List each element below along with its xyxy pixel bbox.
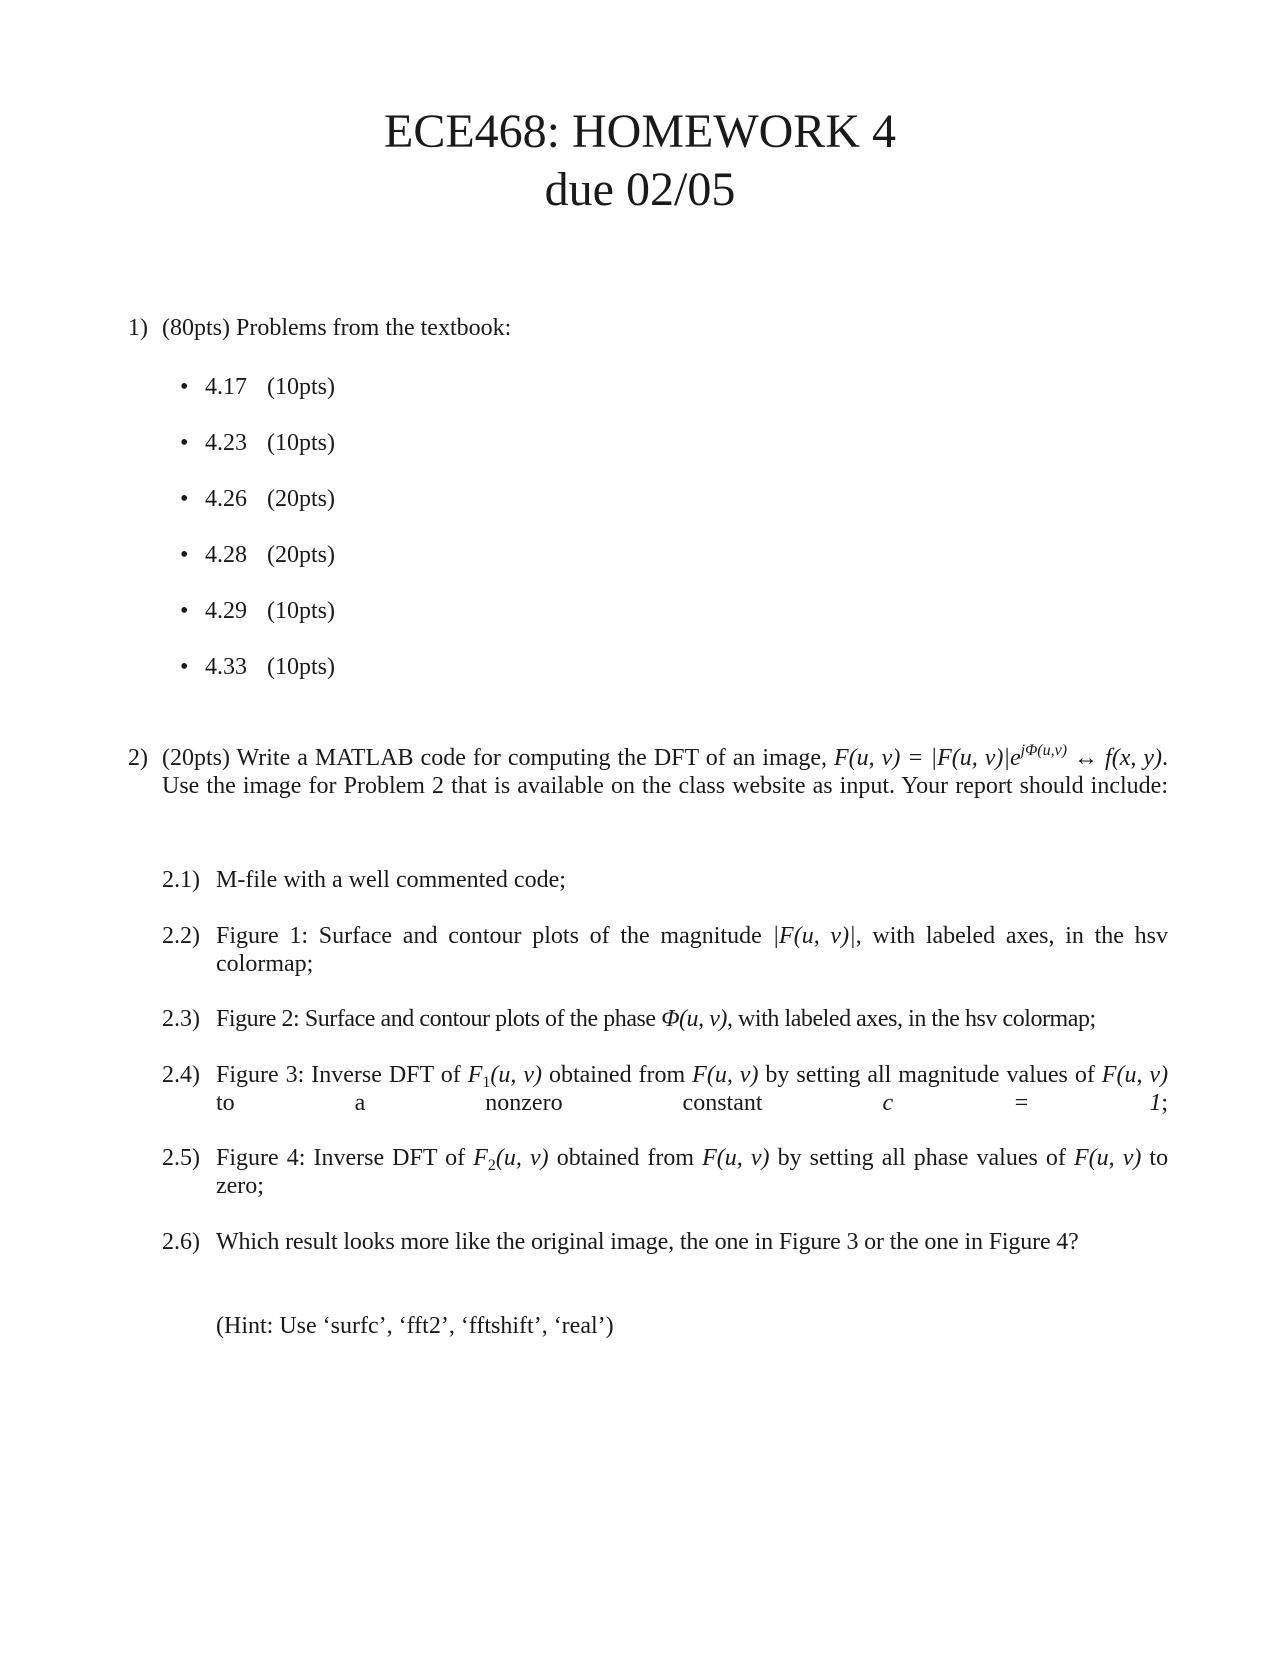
image-function: f(x, y) <box>1105 745 1163 771</box>
bullet-icon: • <box>180 542 189 568</box>
exercise-points: (10pts) <box>267 430 335 456</box>
subitem-text <box>216 922 1168 1006</box>
bullet-icon: • <box>180 486 189 512</box>
subitem-text-part: , with labeled axes, in the hsv colormap; <box>726 1006 1096 1032</box>
math-symbol: F <box>473 1145 488 1171</box>
f-math: F(u, v) <box>1073 1145 1142 1171</box>
subitem-text-part: ; <box>1161 1090 1168 1116</box>
title-line-2: due 02/05 <box>544 163 736 216</box>
subitem-text-part: , with labeled axes, in the hsv colormap; <box>216 923 1168 977</box>
subitem-text-part: obtained from <box>548 1062 686 1088</box>
exercise-points: (10pts) <box>267 598 335 624</box>
exercise-points: (10pts) <box>267 374 335 400</box>
hint-text: (Hint: Use ‘surfc’, ‘fft2’, ‘fftshift’, ‘real’) <box>216 1313 614 1339</box>
exercise-points: (10pts) <box>267 654 335 680</box>
subitem-number: 2.6) <box>162 1229 200 1255</box>
exercise-number: 4.17 <box>205 374 247 400</box>
math-args: (u, v) <box>490 1062 542 1088</box>
subitem-text-part: Figure 2: Surface and contour plots of the phase <box>216 1006 656 1032</box>
bullet-icon: • <box>180 430 189 456</box>
subitem-text-part: by setting all magnitude values of <box>765 1062 1095 1088</box>
f-math: F(u, v) <box>702 1145 770 1171</box>
math-subscript: 1 <box>482 1074 491 1091</box>
exercise-points: (20pts) <box>267 486 335 512</box>
subitem-number: 2.3) <box>162 1006 200 1032</box>
exercise-number: 4.23 <box>205 430 247 456</box>
exercise-number: 4.26 <box>205 486 247 512</box>
subitem-text <box>216 1061 1168 1145</box>
magnitude-math: |F(u, v)| <box>772 923 856 949</box>
exercise-number: 4.29 <box>205 598 247 624</box>
problem-text-intro: (20pts) Write a MATLAB code for computing the DFT of an image, <box>162 745 828 771</box>
subitem-text: M-file with a well commented code; <box>216 867 566 893</box>
subitem-text-part: by setting all phase values of <box>777 1145 1066 1171</box>
title-line-1: ECE468: HOMEWORK 4 <box>384 105 896 158</box>
subitem-text-part: Figure 1: Surface and contour plots of the magnitude <box>216 923 762 949</box>
subitem-number: 2.1) <box>162 867 200 893</box>
subitem-text: Which result looks more like the original image, the one in Figure 3 or the one in Figure 4? <box>216 1229 1079 1255</box>
exercise-points: (20pts) <box>267 542 335 568</box>
subitem-number: 2.2) <box>162 923 200 949</box>
dft-equation: F(u, v) = |F(u, v)|e <box>834 745 1021 771</box>
subitem-text-part: obtained from <box>556 1145 695 1171</box>
bullet-icon: • <box>180 654 189 680</box>
document-title <box>0 103 1280 219</box>
exercise-number: 4.33 <box>205 654 247 680</box>
subitem-number: 2.5) <box>162 1145 200 1171</box>
subitem-text-part: to a nonzero constant <box>216 1090 763 1116</box>
f2-math <box>473 1145 549 1174</box>
exercise-number: 4.28 <box>205 542 247 568</box>
problem-text-rest: . Use the image for Problem 2 that is available on the class website as input. Your report should include: <box>162 745 1169 799</box>
subitem-number: 2.4) <box>162 1062 200 1088</box>
subitem-text <box>216 1144 1168 1228</box>
subitem-text-part: Figure 4: Inverse DFT of <box>216 1145 466 1171</box>
math-args: (u, v) <box>495 1145 549 1171</box>
phase-exponent: jΦ(u,v) <box>1020 742 1068 759</box>
math-symbol: F <box>467 1062 483 1088</box>
subitem-text-part: Figure 3: Inverse DFT of <box>216 1062 461 1088</box>
bullet-icon: • <box>180 598 189 624</box>
f-math: F(u, v) <box>692 1062 759 1088</box>
math-subscript: 2 <box>487 1157 496 1174</box>
problem-text: (80pts) Problems from the textbook: <box>162 315 512 341</box>
bullet-icon: • <box>180 374 189 400</box>
subitem-text <box>216 1005 1196 1033</box>
phase-math: Φ(u, v) <box>661 1006 727 1032</box>
problem-number: 1) <box>128 315 148 341</box>
constant-math: c = 1 <box>882 1090 1162 1116</box>
subitem-text-part: to zero; <box>216 1145 1169 1199</box>
problem-text <box>162 744 1168 828</box>
f-math: F(u, v) <box>1101 1062 1169 1088</box>
problem-number: 2) <box>128 745 148 771</box>
f1-math <box>467 1062 542 1091</box>
transform-arrow: ↔ <box>1074 745 1099 771</box>
